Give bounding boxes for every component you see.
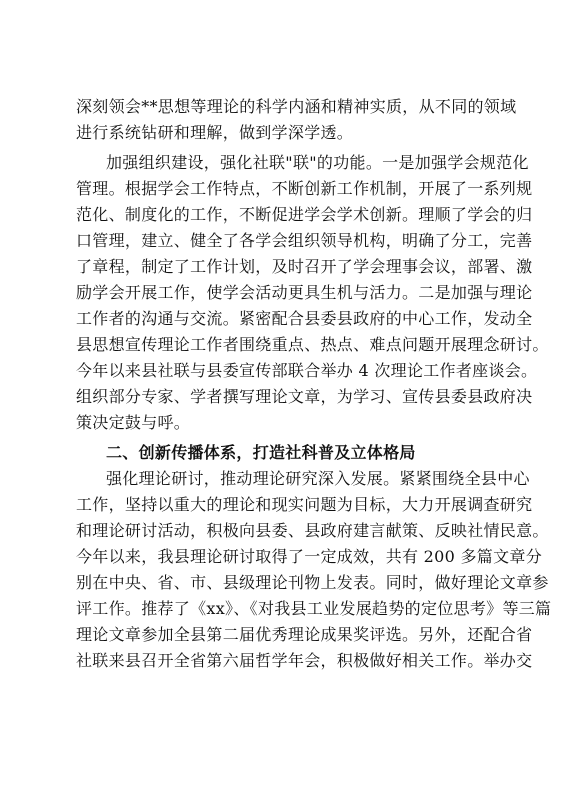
paragraph-line: 县思想宣传理论工作者围绕重点、热点、难点问题开展理念研讨。 — [76, 335, 549, 354]
paragraph-line: 社联来县召开全省第六届哲学年会，积极做好相关工作。举办交 — [76, 651, 533, 670]
paragraph-line: 范化、制度化的工作，不断促进学会学术创新。理顺了学会的归 — [76, 205, 533, 224]
paragraph-line: 和理论研讨活动，积极向县委、县政府建言献策、反映社情民意。 — [76, 521, 549, 540]
paragraph-line: 了章程，制定了工作计划，及时召开了学会理事会议，部署、激 — [76, 257, 533, 276]
section-heading: 二、创新传播体系，打造社科普及立体格局 — [106, 443, 416, 462]
paragraph-line: 评工作。推荐了《xx》、《对我县工业发展趋势的定位思考》等三篇 — [76, 599, 552, 618]
paragraph-line: 今年以来，我县理论研讨取得了一定成效，共有 200 多篇文章分 — [76, 547, 543, 566]
paragraph-line: 工作，坚持以重大的理论和现实问题为目标，大力开展调查研究 — [76, 495, 533, 514]
paragraph-line: 理论文章参加全县第二届优秀理论成果奖评选。另外，还配合省 — [76, 625, 533, 644]
paragraph-line: 加强组织建设，强化社联"联"的功能。一是加强学会规范化 — [106, 153, 529, 172]
body-text — [76, 94, 552, 674]
paragraph-line: 组织部分专家、学者撰写理论文章，为学习、宣传县委县政府决 — [76, 387, 533, 406]
paragraph-line: 励学会开展工作，使学会活动更具生机与活力。二是加强与理论 — [76, 283, 533, 302]
paragraph-line: 强化理论研讨，推动理论研究深入发展。紧紧围绕全县中心 — [106, 469, 530, 488]
paragraph-line: 策决定鼓与呼。 — [76, 413, 191, 432]
paragraph-line: 别在中央、省、市、县级理论刊物上发表。同时，做好理论文章参 — [76, 573, 549, 592]
paragraph-line: 今年以来县社联与县委宣传部联合举办 4 次理论工作者座谈会。 — [76, 361, 538, 380]
paragraph-line: 深刻领会**思想等理论的科学内涵和精神实质，从不同的领域 — [76, 97, 517, 116]
paragraph-line: 进行系统钻研和理解，做到学深学透。 — [76, 123, 354, 142]
paragraph-line: 口管理，建立、健全了各学会组织领导机构，明确了分工，完善 — [76, 231, 533, 250]
paragraph-line: 管理。根据学会工作特点，不断创新工作机制，开展了一系列规 — [76, 179, 533, 198]
paragraph-line: 工作者的沟通与交流。紧密配合县委县政府的中心工作，发动全 — [76, 309, 533, 328]
